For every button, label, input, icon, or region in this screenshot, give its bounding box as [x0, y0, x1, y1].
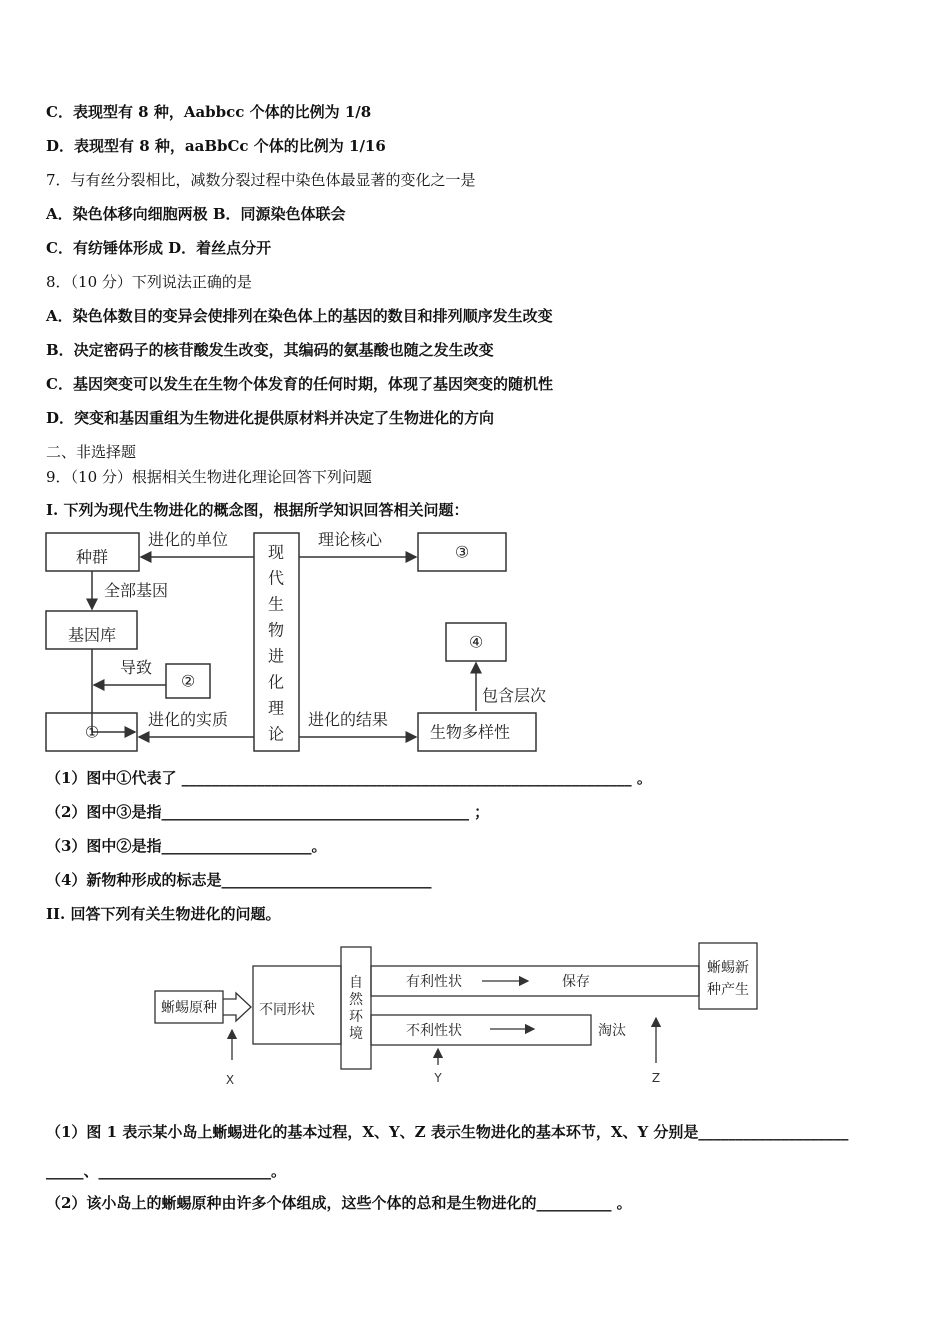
label-favorable: 有利性状	[406, 974, 462, 990]
theory-char-2: 代	[267, 568, 285, 588]
label-keep: 保存	[562, 974, 590, 990]
label-unit: 进化的单位	[148, 530, 229, 549]
env-char-4: 境	[349, 1026, 363, 1042]
label-circle-3: ③	[454, 542, 470, 562]
label-result: 进化的结果	[308, 710, 389, 729]
part-2-question-1: （1）图 1 表示某小岛上蜥蜴进化的基本过程，X、Y、Z 表示生物进化的基本环节，X、Y 分别是____________________	[46, 1123, 849, 1141]
label-x: X	[225, 1073, 235, 1087]
label-circle-4: ④	[468, 632, 484, 652]
theory-char-7: 理	[267, 698, 285, 718]
option-d-q8: D．突变和基因重组为生物进化提供原材料并决定了生物进化的方向	[46, 409, 495, 427]
theory-char-5: 进	[267, 646, 285, 666]
label-population: 种群	[75, 547, 109, 567]
env-char-3: 环	[349, 1009, 363, 1025]
label-new-species-2: 种产生	[707, 982, 749, 998]
sub-question-3: （3）图中②是指____________________。	[46, 837, 327, 855]
lizard-evolution-diagram	[150, 935, 770, 1095]
sub-question-4: （4）新物种形成的标志是____________________________	[46, 871, 432, 889]
option-d-q6: D．表现型有 8 种，aaBbCc 个体的比例为 1/16	[46, 137, 386, 155]
label-core: 理论核心	[318, 530, 383, 549]
theory-char-1: 现	[267, 542, 285, 562]
label-circle-1: ①	[84, 722, 100, 742]
label-traits: 不同形状	[259, 1002, 315, 1018]
box-environment	[341, 947, 371, 1069]
option-a-q8: A．染色体数目的变异会使排列在染色体上的基因的数目和排列顺序发生改变	[46, 307, 553, 325]
label-eliminate: 淘汰	[598, 1023, 626, 1039]
theory-char-6: 化	[267, 672, 285, 692]
option-b-q8: B．决定密码子的核苷酸发生改变，其编码的氨基酸也随之发生改变	[46, 341, 494, 359]
label-levels: 包含层次	[482, 686, 547, 705]
label-z: Z	[651, 1071, 661, 1085]
part-1-intro: I. 下列为现代生物进化的概念图，根据所学知识回答相关问题：	[46, 501, 469, 519]
label-diversity: 生物多样性	[429, 722, 511, 742]
hollow-arrow	[223, 993, 251, 1021]
evolution-concept-diagram	[40, 525, 560, 757]
sub-question-1: （1）图中①代表了 ____________________________________________________________ 。	[46, 769, 652, 787]
question-8: 8．（10 分）下列说法正确的是	[46, 273, 252, 291]
env-char-2: 然	[349, 992, 363, 1008]
theory-char-3: 生	[267, 594, 285, 614]
option-c-q6: C．表现型有 8 种，Aabbcc 个体的比例为 1/8	[46, 103, 372, 121]
label-all-genes: 全部基因	[104, 581, 169, 600]
label-circle-2: ②	[180, 671, 196, 691]
options-ab-q7: A．染色体移向细胞两极 B．同源染色体联会	[46, 205, 346, 223]
option-c-q8: C．基因突变可以发生在生物个体发育的任何时期，体现了基因突变的随机性	[46, 375, 553, 393]
label-y: Y	[434, 1071, 442, 1085]
box-new-species	[699, 943, 757, 1009]
env-char-1: 自	[349, 975, 363, 991]
section-heading: 二、非选择题	[46, 443, 137, 461]
box-unfavorable	[371, 1015, 591, 1045]
part-2-intro: II. 回答下列有关生物进化的问题。	[46, 905, 281, 923]
theory-char-4: 物	[267, 620, 285, 640]
label-gene-pool: 基因库	[67, 625, 117, 645]
options-cd-q7: C．有纺锤体形成 D．着丝点分开	[46, 239, 272, 257]
theory-char-8: 论	[267, 724, 285, 744]
label-new-species-1: 蜥蜴新	[707, 960, 749, 976]
part-2-question-1-cont: _____、_______________________。	[46, 1162, 287, 1180]
sub-question-2: （2）图中③是指_________________________________________ ；	[46, 803, 490, 821]
label-origin: 蜥蜴原种	[161, 1000, 217, 1016]
label-cause: 导致	[120, 658, 153, 677]
part-2-question-2: （2）该小岛上的蜥蜴原种由许多个体组成，这些个体的总和是生物进化的__________ 。	[46, 1194, 632, 1212]
box-theory	[254, 533, 299, 751]
question-9: 9．（10 分）根据相关生物进化理论回答下列问题	[46, 468, 372, 486]
question-7: 7．与有丝分裂相比，减数分裂过程中染色体最显著的变化之一是	[46, 171, 476, 189]
label-unfavorable: 不利性状	[406, 1023, 462, 1039]
label-essence: 进化的实质	[148, 710, 229, 729]
